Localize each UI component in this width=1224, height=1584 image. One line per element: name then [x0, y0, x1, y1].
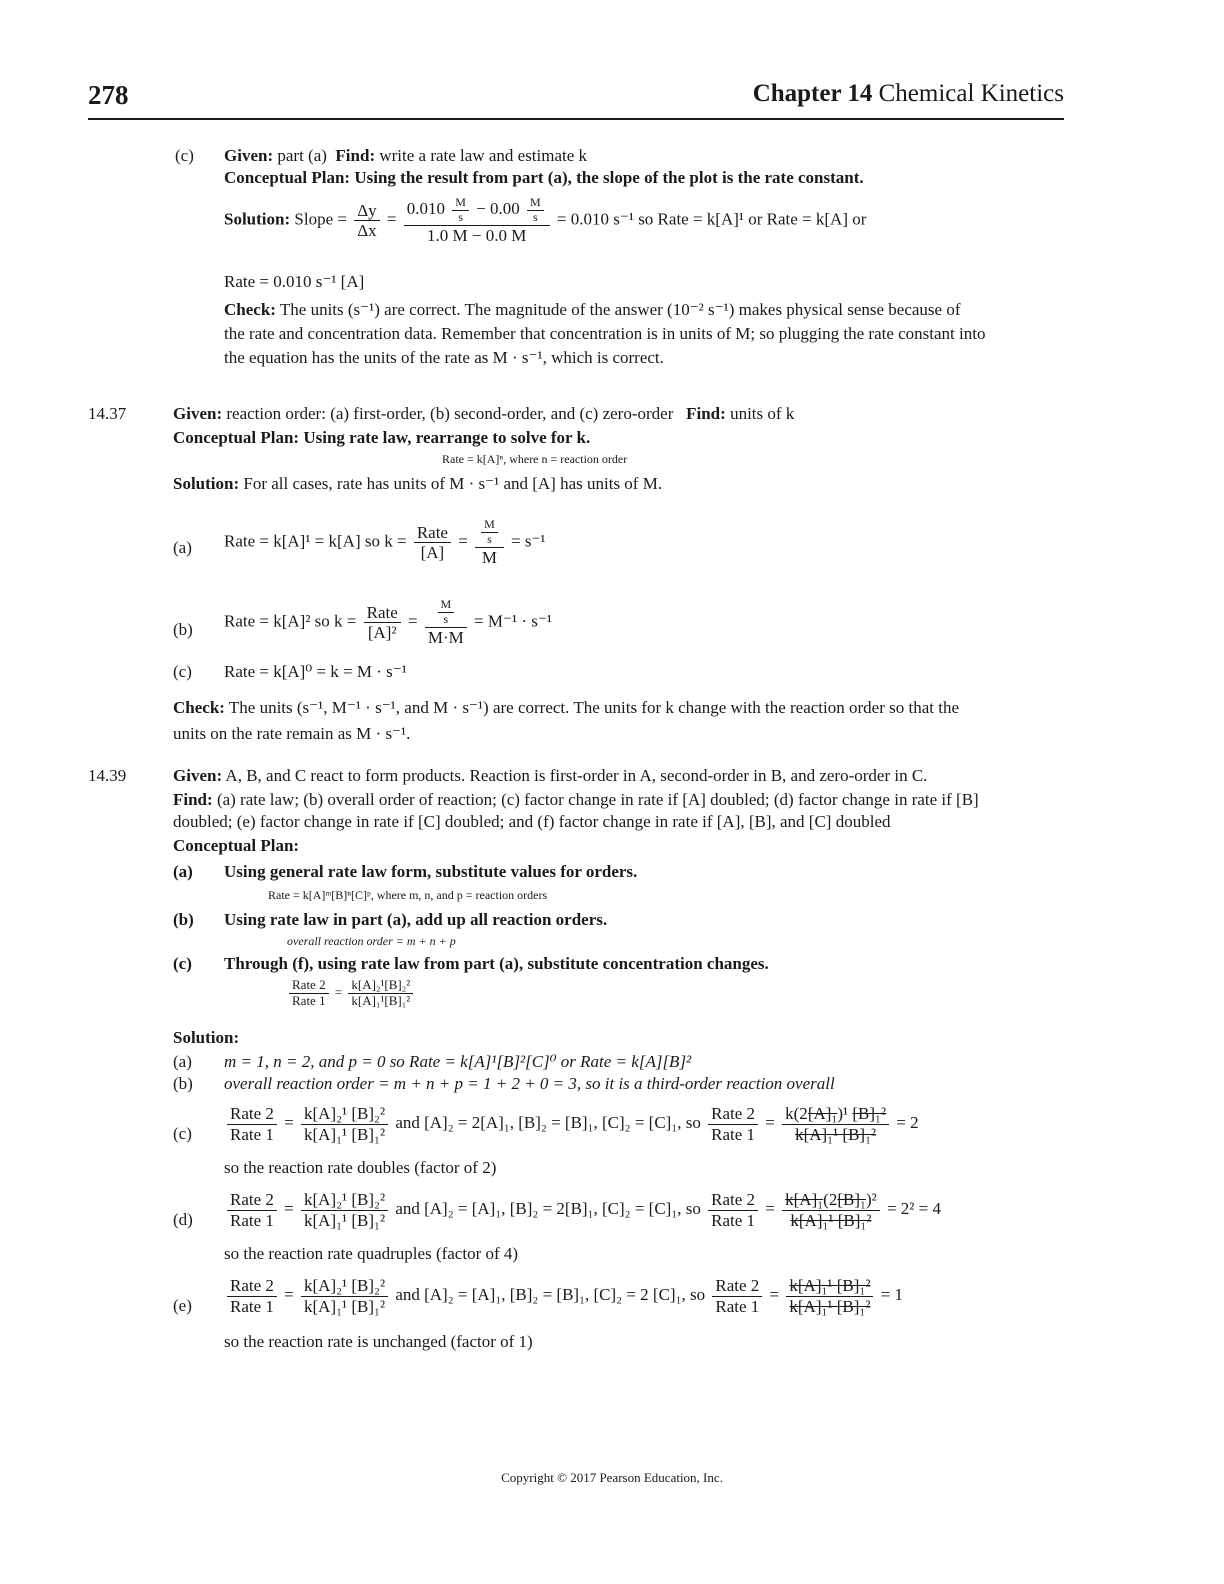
conc-ratio: $\frac{\text{k[A]₂¹ [B]₂²}}{\text{k[A]₁¹ [B]₁²}}$ [301, 1104, 388, 1144]
check-line: The units (s⁻¹) are correct. The magnitude of the answer (10⁻² s⁻¹) makes physical sense because of [279, 300, 961, 319]
conc-ratio: $\frac{\text{k[A]₂¹[B]₂²}}{\text{k[A]₁¹[B]₁²}}$ [348, 978, 413, 1009]
rate-over-a2: $\frac{\text{Rate}}{\text{[A]²}}$ [364, 603, 401, 643]
p1437-a-label: (a) [173, 538, 192, 557]
p1437-given [173, 404, 794, 424]
dy-dx-fraction: $\frac{\Delta y}{\Delta x}$ [354, 201, 379, 241]
p1437-plan: Conceptual Plan: Using rate law, rearrange to solve for k. [173, 428, 591, 447]
conc-ratio: $\frac{\text{k[A]₂¹ [B]₂²}}{\text{k[A]₁¹ [B]₁²}}$ [301, 1190, 388, 1230]
p1439-given [173, 766, 927, 786]
sol-e-equation: $\frac{\text{Rate 2}}{\text{Rate 1}}$ = $\frac{\text{k[A]₂¹ [B]₂²}}{\text{k[A]₁¹ [B]₁²}}$ and [A]₂ = [A]₁, [B]₂ = [B]₁, [C]₂ = 2 [C]₁, so $\frac{\text{Rate 2}}{\text{Rate 1}}$ = $\frac{\text{k[A]₁¹ [B]₁²}}{\text{k[A]₁¹ [B]₁²}}$ = 1 [224, 1276, 903, 1316]
p1437-solution [173, 474, 662, 494]
chapter-heading [753, 80, 1064, 108]
slope-text: Slope = [294, 209, 347, 229]
given-label: Given: [173, 766, 223, 785]
solution-label: Solution: [173, 474, 240, 493]
find-text: write a rate law and estimate k [379, 146, 588, 165]
sol-d-mid: and [A]₂ = [A]₁, [B]₂ = 2[B]₁, [C]₂ = [C]₁, so [395, 1198, 701, 1218]
plan-c-sub: $\frac{\text{Rate 2}}{\text{Rate 1}}$ = $\frac{\text{k[A]₂¹[B]₂²}}{\text{k[A]₁¹[B]₁²}}$ [286, 978, 416, 1009]
part-c-slope-equation: Solution: Slope = $\frac{\Delta y}{\Delta x}$ = 0.010 $\frac{M}{s}$ − 0.00 $\frac{M}{s}$ 1.0 M − 0.0 M = 0.010 s⁻¹ so Rate = k[A]¹ or Rate = k[A] or [224, 195, 867, 245]
p1437-check-2: units on the rate remain as M · s⁻¹. [173, 724, 411, 743]
find-label: Find: [686, 404, 726, 423]
problem-number-1439: 14.39 [88, 766, 127, 785]
sol-c-end: = 2 [896, 1112, 919, 1132]
part-c-check-2: the rate and concentration data. Remember that concentration is in units of M; so plugging the rate constant into [224, 324, 986, 343]
units-fraction: $\frac{\frac{M}{s}}{M}$ [475, 518, 504, 567]
p1437-check-1 [173, 698, 959, 718]
slope-result: = 0.010 s⁻¹ so Rate = k[A]¹ or Rate = k[A] or [556, 209, 867, 229]
rate-ratio: $\frac{\text{Rate 2}}{\text{Rate 1}}$ [712, 1276, 762, 1316]
conc-ratio: $\frac{\text{k[A]₂¹ [B]₂²}}{\text{k[A]₁¹ [B]₁²}}$ [301, 1276, 388, 1316]
sol-d-note: so the reaction rate quadruples (factor of 4) [224, 1244, 519, 1263]
plan-b-sub: overall reaction order = m + n + p [287, 934, 456, 948]
part-c-label: (c) [175, 146, 194, 165]
plan-a-sub: Rate = k[A]ᵐ[B]ⁿ[C]ᵖ, where m, n, and p = reaction orders [268, 888, 548, 902]
sol-e-note: so the reaction rate is unchanged (factor of 1) [224, 1332, 533, 1351]
plan-c-label: (c) [173, 954, 192, 973]
solution-text: For all cases, rate has units of M · s⁻¹ and [A] has units of M. [243, 474, 663, 493]
p1439-plan-label: Conceptual Plan: [173, 836, 300, 855]
part-c-rate-line: Rate = 0.010 s⁻¹ [A] [224, 272, 365, 291]
p1437-c-equation: Rate = k[A]⁰ = k = M · s⁻¹ [224, 662, 407, 681]
p1437-b-equation: Rate = k[A]² so k = $\frac{\text{Rate}}{\text{[A]²}}$ = $\frac{\frac{M}{s}}{M\cdot M}$ = M⁻¹ · s⁻¹ [224, 597, 552, 647]
cancel-ratio: $\frac{\text{k[A]₁¹ [B]₁²}}{\text{k[A]₁¹ [B]₁²}}$ [786, 1276, 873, 1316]
sol-c-mid: and [A]₂ = 2[A]₁, [B]₂ = [B]₁, [C]₂ = [C]₁, so [395, 1112, 701, 1132]
sol-c-note: so the reaction rate doubles (factor of 2) [224, 1158, 497, 1177]
check-line: The units (s⁻¹, M⁻¹ · s⁻¹, and M · s⁻¹) are correct. The units for k change with the reaction order so that the [228, 698, 960, 717]
given-label: Given: [224, 146, 274, 165]
rate-ratio: $\frac{\text{Rate 2}}{\text{Rate 1}}$ [227, 1104, 277, 1144]
sol-e-label: (e) [173, 1296, 192, 1315]
rate-ratio: $\frac{\text{Rate 2}}{\text{Rate 1}}$ [227, 1276, 277, 1316]
p1439-solution-label: Solution: [173, 1028, 240, 1047]
sol-d-equation: $\frac{\text{Rate 2}}{\text{Rate 1}}$ = $\frac{\text{k[A]₂¹ [B]₂²}}{\text{k[A]₁¹ [B]₁²}}$ and [A]₂ = [A]₁, [B]₂ = 2[B]₁, [C]₂ = [C]₁, so $\frac{\text{Rate 2}}{\text{Rate 1}}$ = $\frac{\text{k[A]₁(2[B]₁)²}}{\text{k[A]₁¹ [B]₁²}}$ = 2² = 4 [224, 1190, 941, 1230]
p1437-b-label: (b) [173, 620, 193, 639]
part-c-check-3: the equation has the units of the rate as M · s⁻¹, which is correct. [224, 348, 664, 367]
plan-a: Using general rate law form, substitute values for orders. [224, 862, 638, 881]
check-label: Check: [224, 300, 276, 319]
part-c-check-1 [224, 300, 961, 320]
chapter-label: Chapter 14 [752, 80, 873, 107]
problem-number-1437: 14.37 [88, 404, 127, 423]
sol-c-equation: $\frac{\text{Rate 2}}{\text{Rate 1}}$ = $\frac{\text{k[A]₂¹ [B]₂²}}{\text{k[A]₁¹ [B]₁²}}$ and [A]₂ = 2[A]₁, [B]₂ = [B]₁, [C]₂ = [C]₁, so $\frac{\text{Rate 2}}{\text{Rate 1}}$ = $\frac{\text{k(2[A]₁)¹ [B]₁²}}{\text{k[A]₁¹ [B]₁²}}$ = 2 [224, 1104, 919, 1144]
check-label: Check: [173, 698, 225, 717]
sol-c-label: (c) [173, 1124, 192, 1143]
header-rule [88, 118, 1064, 120]
copyright-footer: Copyright © 2017 Pearson Education, Inc. [501, 1470, 723, 1485]
slope-fraction: 0.010 $\frac{M}{s}$ − 0.00 $\frac{M}{s}$ 1.0 M − 0.0 M [404, 196, 550, 245]
rate-over-a: $\frac{\text{Rate}}{[A]}$ [414, 523, 451, 563]
p1437-c-label: (c) [173, 662, 192, 681]
given-text: part (a) [277, 146, 327, 165]
cancel-ratio: $\frac{\text{k(2[A]₁)¹ [B]₁²}}{\text{k[A]₁¹ [B]₁²}}$ [782, 1104, 889, 1144]
find-label: Find: [173, 790, 213, 809]
sol-b-label: (b) [173, 1074, 193, 1093]
a-eq: Rate = k[A]¹ = k[A] so k = [224, 531, 407, 551]
given-label: Given: [173, 404, 223, 423]
units-fraction-b: $\frac{\frac{M}{s}}{M\cdot M}$ [425, 598, 467, 647]
rate-ratio: $\frac{\text{Rate 2}}{\text{Rate 1}}$ [708, 1104, 758, 1144]
p1437-plan-sub: Rate = k[A]ⁿ, where n = reaction order [442, 452, 628, 466]
rate-ratio: $\frac{\text{Rate 2}}{\text{Rate 1}}$ [227, 1190, 277, 1230]
part-c-plan: Conceptual Plan: Using the result from part (a), the slope of the plot is the rate constant. [224, 168, 864, 187]
a-result: = s⁻¹ [511, 531, 546, 551]
b-eq: Rate = k[A]² so k = [224, 611, 357, 631]
plan-b-label: (b) [173, 910, 194, 929]
sol-d-label: (d) [173, 1210, 193, 1229]
sol-e-end: = 1 [880, 1284, 904, 1304]
sol-a: m = 1, n = 2, and p = 0 so Rate = k[A]¹[B]²[C]⁰ or Rate = k[A][B]² [224, 1052, 692, 1071]
sol-d-end: = 2² = 4 [886, 1198, 941, 1218]
plan-b: Using rate law in part (a), add up all reaction orders. [224, 910, 608, 929]
given-text: A, B, and C react to form products. Reaction is first-order in A, second-order in B, and zero-order in C. [225, 766, 928, 785]
chapter-title: Chemical Kinetics [878, 80, 1064, 107]
rate-ratio: $\frac{\text{Rate 2}}{\text{Rate 1}}$ [708, 1190, 758, 1230]
page-number: 278 [88, 80, 129, 110]
sol-a-label: (a) [173, 1052, 192, 1071]
rate-ratio: $\frac{\text{Rate 2}}{\text{Rate 1}}$ [289, 978, 329, 1009]
plan-a-label: (a) [173, 862, 193, 881]
part-c-given [224, 146, 587, 166]
sol-b: overall reaction order = m + n + p = 1 + 2 + 0 = 3, so it is a third-order reaction overall [224, 1074, 835, 1093]
p1439-find-2: doubled; (e) factor change in rate if [C] doubled; and (f) factor change in rate if [A], [B], and [C] doubled [173, 812, 891, 831]
sol-e-mid: and [A]₂ = [A]₁, [B]₂ = [B]₁, [C]₂ = 2 [C]₁, so [395, 1284, 706, 1304]
find-label: Find: [335, 146, 376, 165]
given-text: reaction order: (a) first-order, (b) second-order, and (c) zero-order [226, 404, 674, 423]
p1439-find-1 [173, 790, 979, 810]
b-result: = M⁻¹ · s⁻¹ [474, 611, 552, 631]
plan-c: Through (f), using rate law from part (a), substitute concentration changes. [224, 954, 769, 973]
solution-label: Solution: [224, 209, 291, 229]
find-text: units of k [730, 404, 795, 423]
p1437-a-equation: Rate = k[A]¹ = k[A] so k = $\frac{\text{Rate}}{[A]}$ = $\frac{\frac{M}{s}}{M}$ = s⁻¹ [224, 517, 546, 567]
cancel-ratio: $\frac{\text{k[A]₁(2[B]₁)²}}{\text{k[A]₁¹ [B]₁²}}$ [782, 1190, 880, 1230]
find-text: (a) rate law; (b) overall order of reaction; (c) factor change in rate if [A] doubled; (d) factor change in rate if [B] [216, 790, 979, 809]
